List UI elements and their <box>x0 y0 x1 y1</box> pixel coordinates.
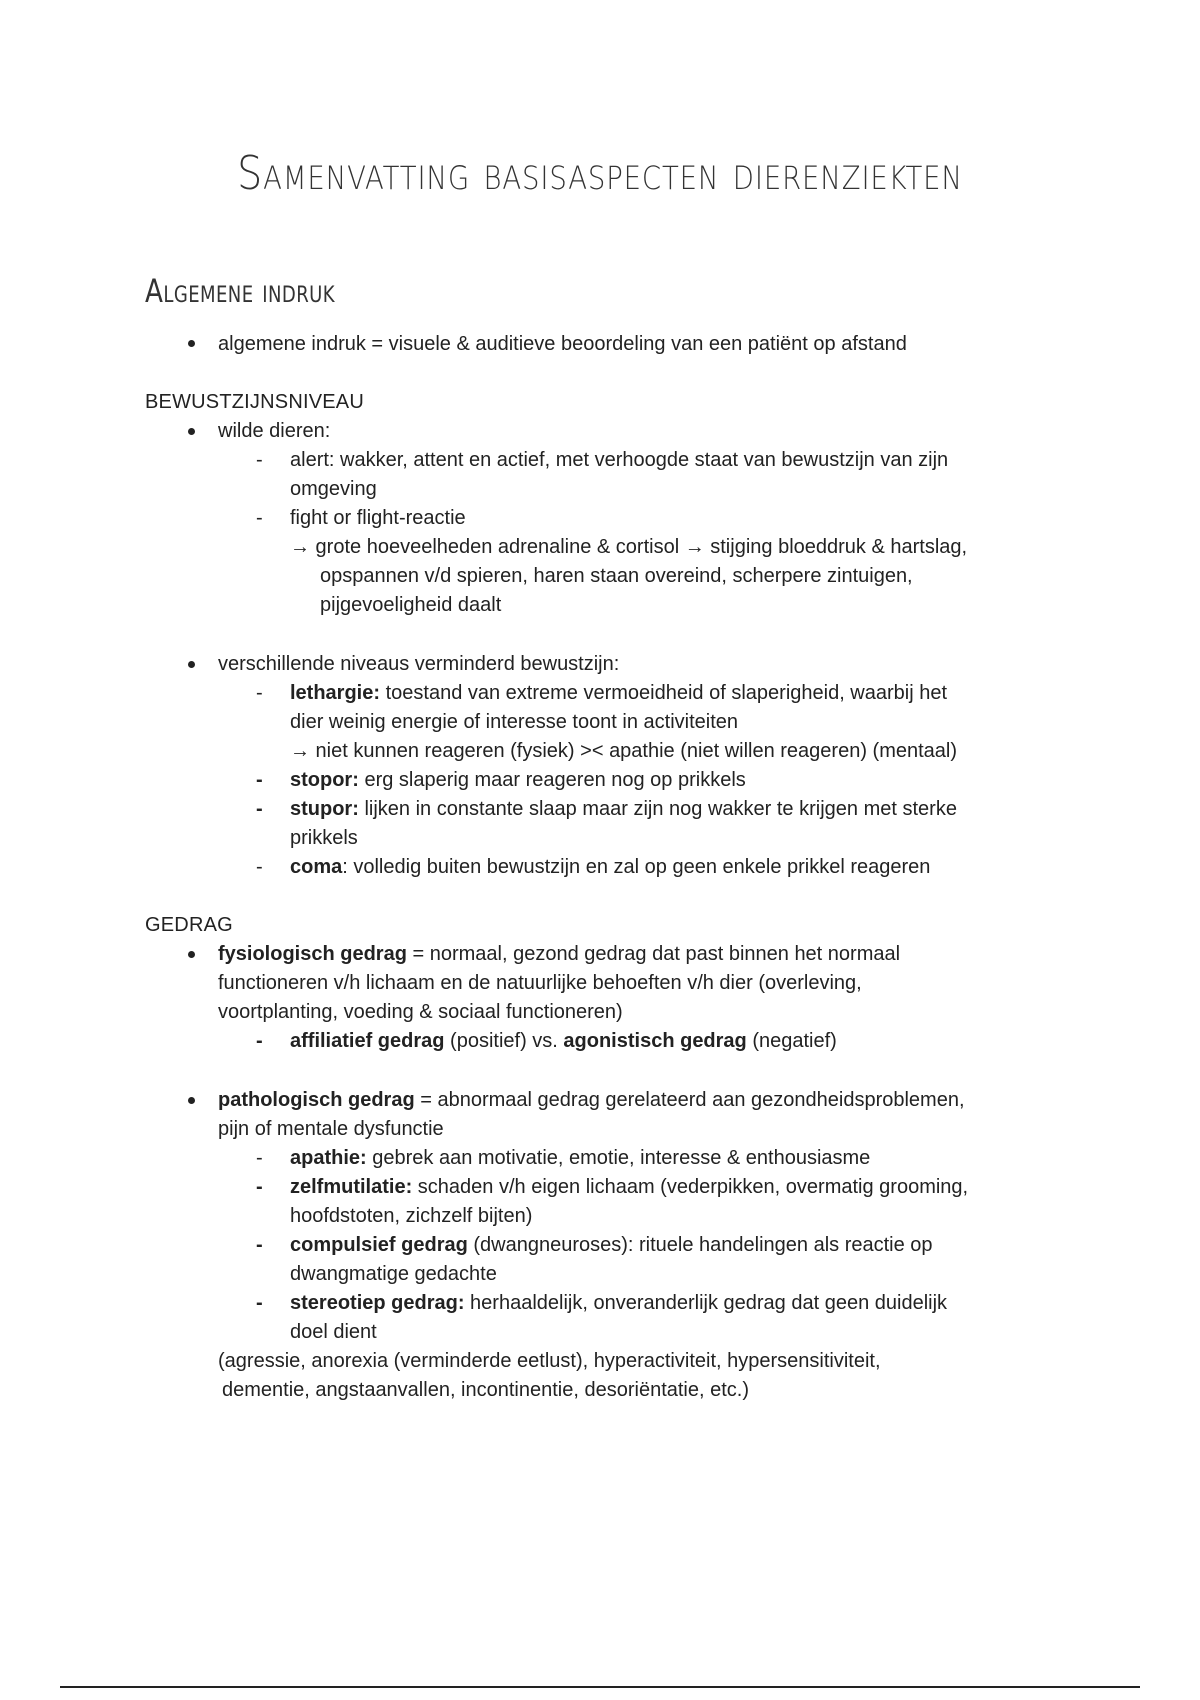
bullet-dot <box>188 428 195 435</box>
stupor-line-1 <box>290 797 957 821</box>
compulsief-line-1 <box>290 1233 933 1257</box>
apathie-text: gebrek aan motivatie, emotie, interesse & enthousiasme <box>366 1147 871 1169</box>
compulsief-term: compulsief gedrag <box>290 1234 468 1256</box>
stopor-line <box>290 768 746 792</box>
dash-marker: - <box>256 1292 263 1314</box>
stereotiep-term: stereotiep gedrag: <box>290 1292 465 1314</box>
fysio-line-1 <box>218 942 900 966</box>
bullet-dot <box>188 1097 195 1104</box>
patho-line-1 <box>218 1088 965 1112</box>
dash-marker: - <box>256 682 263 704</box>
alert-line-1: alert: wakker, attent en actief, met verhoogde staat van bewustzijn van zijn <box>290 449 949 471</box>
affiliatief-text: (positief) vs. <box>444 1030 564 1052</box>
stereotiep-line-2: doel dient <box>290 1321 377 1343</box>
dash-marker: - <box>256 769 263 791</box>
apathie-term: apathie: <box>290 1147 367 1169</box>
alert-line-2: omgeving <box>290 478 377 500</box>
zelfmutilatie-text: schaden v/h eigen lichaam (vederpikken, overmatig grooming, <box>412 1176 969 1198</box>
dash-marker: - <box>256 856 263 878</box>
lethargie-term: lethargie: <box>290 682 381 704</box>
bullet-dot <box>188 661 195 668</box>
fysio-line-2: functioneren v/h lichaam en de natuurlijke behoeften v/h dier (overleving, <box>218 972 862 994</box>
zelfmutilatie-line-2: hoofdstoten, zichzelf bijten) <box>290 1205 533 1227</box>
fight-flight-line: fight or flight-reactie <box>290 507 466 529</box>
section-title-algemene-indruk: Algemene indruk <box>145 272 336 310</box>
stupor-term: stupor: <box>290 798 359 820</box>
lethargie-line-3: → niet kunnen reageren (fysiek) >< apathie (niet willen reageren) (mentaal) <box>290 740 958 762</box>
bullet-dot <box>188 340 195 347</box>
dash-marker: - <box>256 1147 263 1169</box>
heading-bewustzijnsniveau: BEWUSTZIJNSNIVEAU <box>145 391 364 413</box>
dash-marker: - <box>256 798 263 820</box>
arrow-line-3: pijgevoeligheid daalt <box>320 594 502 616</box>
bullet-dot <box>188 951 195 958</box>
zelfmutilatie-term: zelfmutilatie: <box>290 1176 413 1198</box>
intro-bullet-text: algemene indruk = visuele & auditieve beoordeling van een patiënt op afstand <box>218 333 907 355</box>
dash-marker: - <box>256 507 263 529</box>
stereotiep-line-1 <box>290 1291 947 1315</box>
extra-line-2: dementie, angstaanvallen, incontinentie, desoriëntatie, etc.) <box>222 1379 750 1401</box>
coma-line <box>290 855 930 879</box>
extra-line-1: (agressie, anorexia (verminderde eetlust), hyperactiviteit, hypersensitiviteit, <box>218 1350 881 1372</box>
coma-term: coma <box>290 856 343 878</box>
dash-marker: - <box>256 449 263 471</box>
agonistisch-text: (negatief) <box>746 1030 837 1052</box>
fysio-term: fysiologisch gedrag <box>218 943 407 965</box>
lethargie-text: toestand van extreme vermoeidheid of slaperigheid, waarbij het <box>380 682 948 704</box>
fysio-line-3: voortplanting, voeding & sociaal functioneren) <box>218 1001 623 1023</box>
niveaus-label: verschillende niveaus verminderd bewustzijn: <box>218 653 620 675</box>
lethargie-line-1 <box>290 681 947 705</box>
apathie-line <box>290 1146 870 1170</box>
fysio-text: = normaal, gezond gedrag dat past binnen het normaal <box>406 943 901 965</box>
arrow-line-2: opspannen v/d spieren, haren staan overeind, scherpere zintuigen, <box>320 565 913 587</box>
wilde-dieren-label: wilde dieren: <box>218 420 331 442</box>
stereotiep-text: herhaaldelijk, onveranderlijk gedrag dat geen duidelijk <box>464 1292 948 1314</box>
heading-gedrag: GEDRAG <box>145 914 233 936</box>
stupor-line-2: prikkels <box>290 827 358 849</box>
stupor-text: lijken in constante slaap maar zijn nog wakker te krijgen met sterke <box>358 798 957 820</box>
lethargie-line-2: dier weinig energie of interesse toont in activiteiten <box>290 711 739 733</box>
footer-rule <box>60 1686 1140 1688</box>
stopor-term: stopor: <box>290 769 359 791</box>
affiliatief-line <box>290 1029 837 1053</box>
compulsief-line-2: dwangmatige gedachte <box>290 1263 497 1285</box>
patho-text: = abnormaal gedrag gerelateerd aan gezondheidsproblemen, <box>414 1089 965 1111</box>
affiliatief-term: affiliatief gedrag <box>290 1030 445 1052</box>
zelfmutilatie-line-1 <box>290 1175 968 1199</box>
agonistisch-term: agonistisch gedrag <box>563 1030 747 1052</box>
coma-text: : volledig buiten bewustzijn en zal op geen enkele prikkel reageren <box>342 856 931 878</box>
patho-term: pathologisch gedrag <box>218 1089 415 1111</box>
dash-marker: - <box>256 1030 263 1052</box>
patho-line-2: pijn of mentale dysfunctie <box>218 1118 444 1140</box>
stopor-text: erg slaperig maar reageren nog op prikkels <box>358 769 746 791</box>
document-title: Samenvatting basisaspecten dierenziekten <box>237 146 963 200</box>
dash-marker: - <box>256 1234 263 1256</box>
dash-marker: - <box>256 1176 263 1198</box>
arrow-line-1: → grote hoeveelheden adrenaline & cortisol → stijging bloeddruk & hartslag, <box>290 536 968 558</box>
compulsief-text: (dwangneuroses): rituele handelingen als reactie op <box>467 1234 933 1256</box>
